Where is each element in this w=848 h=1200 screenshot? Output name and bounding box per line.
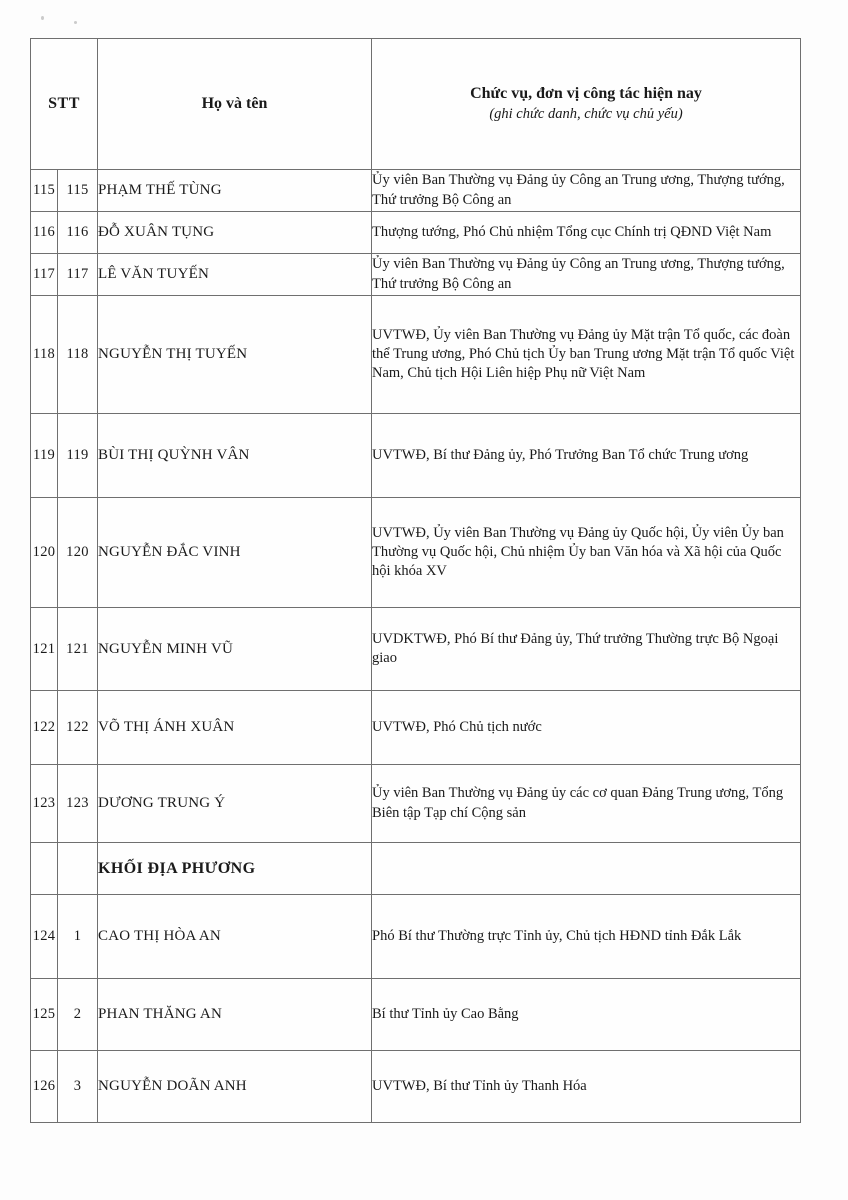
row-stt-global: 126	[31, 1051, 58, 1123]
column-header-role-sub: (ghi chức danh, chức vụ chủ yếu)	[489, 106, 683, 123]
row-name: NGUYỄN THỊ TUYẾN	[98, 296, 372, 414]
row-stt-global: 118	[31, 296, 58, 414]
row-stt-global: 120	[31, 498, 58, 608]
row-stt-global: 122	[31, 691, 58, 765]
table-row	[31, 691, 801, 765]
row-name: DƯƠNG TRUNG Ý	[98, 765, 372, 843]
roster-table-container	[30, 38, 800, 1123]
table-row	[31, 296, 801, 414]
column-header-role	[372, 39, 801, 170]
row-stt-local: 2	[58, 979, 98, 1051]
scan-artifact-speck	[41, 16, 44, 20]
column-header-role-main: Chức vụ, đơn vị công tác hiện nay	[470, 85, 702, 103]
row-role	[372, 843, 801, 895]
table-row	[31, 212, 801, 254]
row-stt-global: 121	[31, 608, 58, 691]
row-stt-local: 123	[58, 765, 98, 843]
row-stt-local: 119	[58, 414, 98, 498]
row-stt-global: 119	[31, 414, 58, 498]
row-role: Phó Bí thư Thường trực Tỉnh ủy, Chủ tịch HĐND tỉnh Đắk Lắk	[372, 895, 801, 979]
row-stt-local: 1	[58, 895, 98, 979]
table-row	[31, 414, 801, 498]
table-row	[31, 498, 801, 608]
row-role: UVTWĐ, Ủy viên Ban Thường vụ Đảng ủy Quốc hội, Ủy viên Ủy ban Thường vụ Quốc hội, Chủ nhiệm Ủy ban Văn hóa và Xã hội của Quốc hội khóa XV	[372, 498, 801, 608]
row-role: UVTWĐ, Phó Chủ tịch nước	[372, 691, 801, 765]
row-stt-local: 118	[58, 296, 98, 414]
row-name: NGUYỄN MINH VŨ	[98, 608, 372, 691]
row-name: NGUYỄN DOÃN ANH	[98, 1051, 372, 1123]
table-row	[31, 608, 801, 691]
row-stt-local: 120	[58, 498, 98, 608]
table-section-row	[31, 843, 801, 895]
row-stt-local: 117	[58, 254, 98, 296]
row-stt-local: 115	[58, 170, 98, 212]
row-role: Bí thư Tỉnh ủy Cao Bằng	[372, 979, 801, 1051]
row-name: VÕ THỊ ÁNH XUÂN	[98, 691, 372, 765]
row-role: Thượng tướng, Phó Chủ nhiệm Tổng cục Chính trị QĐND Việt Nam	[372, 212, 801, 254]
row-stt-local: 122	[58, 691, 98, 765]
row-name: CAO THỊ HÒA AN	[98, 895, 372, 979]
roster-table	[30, 38, 801, 1123]
row-stt-local: 3	[58, 1051, 98, 1123]
scan-artifact-speck	[74, 21, 77, 24]
row-role: UVTWĐ, Ủy viên Ban Thường vụ Đảng ủy Mặt trận Tổ quốc, các đoàn thể Trung ương, Phó Chủ tịch Ủy ban Trung ương Mặt trận Tổ quốc Việt Nam, Chủ tịch Hội Liên hiệp Phụ nữ Việt Nam	[372, 296, 801, 414]
row-name: LÊ VĂN TUYẾN	[98, 254, 372, 296]
table-row	[31, 1051, 801, 1123]
row-stt-local: 121	[58, 608, 98, 691]
row-stt-global: 125	[31, 979, 58, 1051]
row-stt-local	[58, 843, 98, 895]
row-role: Ủy viên Ban Thường vụ Đảng ủy các cơ quan Đảng Trung ương, Tổng Biên tập Tạp chí Cộng sản	[372, 765, 801, 843]
column-header-name: Họ và tên	[98, 39, 372, 170]
row-name: NGUYỄN ĐẮC VINH	[98, 498, 372, 608]
row-stt-global: 124	[31, 895, 58, 979]
row-stt-global: 123	[31, 765, 58, 843]
row-name: ĐỖ XUÂN TỤNG	[98, 212, 372, 254]
table-row	[31, 979, 801, 1051]
row-name: BÙI THỊ QUỲNH VÂN	[98, 414, 372, 498]
row-stt-global: 117	[31, 254, 58, 296]
row-role: UVTWĐ, Bí thư Tỉnh ủy Thanh Hóa	[372, 1051, 801, 1123]
row-role: Ủy viên Ban Thường vụ Đảng ủy Công an Trung ương, Thượng tướng, Thứ trưởng Bộ Công an	[372, 254, 801, 296]
section-heading: KHỐI ĐỊA PHƯƠNG	[98, 843, 372, 895]
row-stt-global	[31, 843, 58, 895]
column-header-stt: STT	[31, 39, 98, 170]
row-role: UVTWĐ, Bí thư Đảng ủy, Phó Trưởng Ban Tổ chức Trung ương	[372, 414, 801, 498]
table-header-row	[31, 39, 801, 170]
table-row	[31, 895, 801, 979]
row-role: UVDKTWĐ, Phó Bí thư Đảng ủy, Thứ trưởng Thường trực Bộ Ngoại giao	[372, 608, 801, 691]
row-name: PHẠM THẾ TÙNG	[98, 170, 372, 212]
row-stt-local: 116	[58, 212, 98, 254]
table-row	[31, 254, 801, 296]
row-role: Ủy viên Ban Thường vụ Đảng ủy Công an Trung ương, Thượng tướng, Thứ trưởng Bộ Công an	[372, 170, 801, 212]
row-stt-global: 115	[31, 170, 58, 212]
row-stt-global: 116	[31, 212, 58, 254]
row-name: PHAN THĂNG AN	[98, 979, 372, 1051]
table-row	[31, 765, 801, 843]
table-row	[31, 170, 801, 212]
